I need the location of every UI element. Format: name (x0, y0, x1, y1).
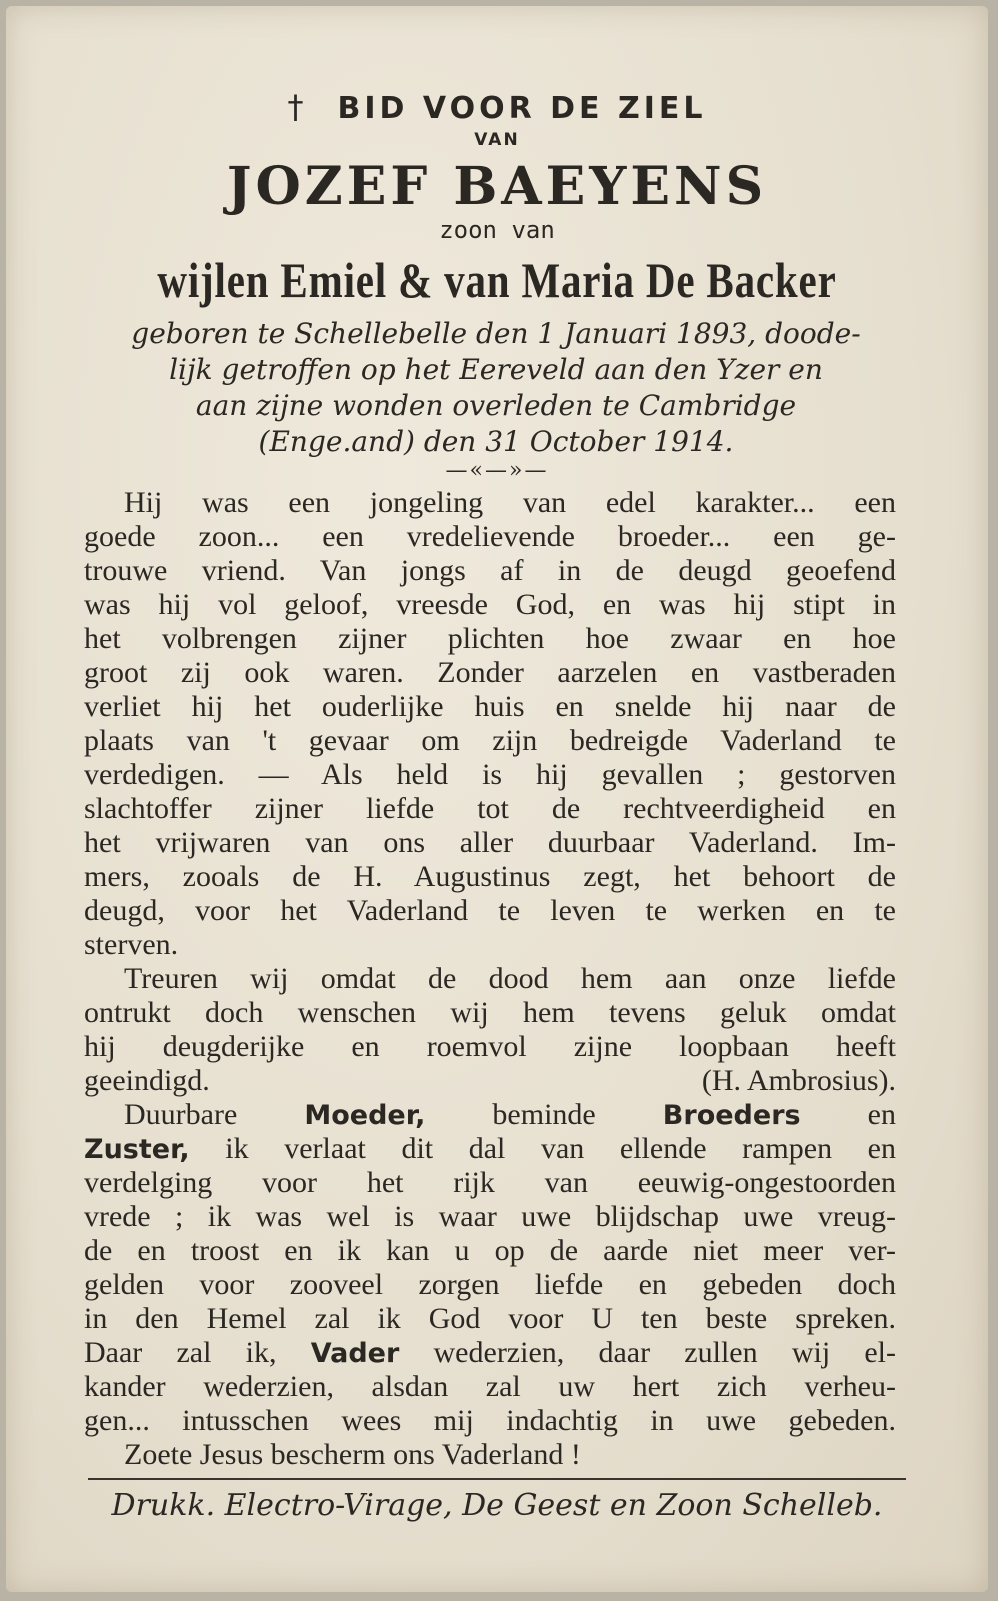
text-line: plaats van 't gevaar om zijn bedreigde Vaderland te (84, 724, 896, 757)
text-line: de en troost en ik kan u op de aarde niet meer ver- (84, 1234, 896, 1267)
text-line: trouwe vriend. Van jongs af in de deugd geoefend (84, 554, 896, 587)
text-segment: Daar zal ik, (84, 1336, 311, 1369)
birth-line-3: aan zijne wonden overleden te Cambridge (195, 389, 797, 422)
text-line: gen... intusschen wees mij indachtig in uwe gebeden. (84, 1404, 896, 1437)
text-line: het vrijwaren van ons aller duurbaar Vaderland. Im- (84, 826, 896, 859)
text-line: ontrukt doch wenschen wij hem tevens geluk omdat (84, 996, 896, 1029)
birth-line-2: lijk getroffen op het Eereveld aan den Yzer en (169, 353, 823, 386)
text-segment: Duurbare (124, 1098, 305, 1131)
text-line: kander wederzien, alsdan zal uw hert zich verheu- (84, 1370, 896, 1403)
text-segment: ik verlaat dit dal van ellende rampen en (189, 1132, 896, 1165)
text-line (84, 1132, 896, 1166)
ornament-divider: —«—»— (445, 458, 549, 483)
text-line (84, 1064, 896, 1098)
text-line (124, 1098, 896, 1132)
text-line (84, 1336, 896, 1370)
memorial-card (6, 6, 988, 1592)
text-line: hij deugderijke en roemvol zijne loopbaan heeft (84, 1030, 896, 1063)
text-line: slachtoffer zijner liefde tot de rechtveerdigheid en (84, 792, 896, 825)
heading-van: VAN (474, 130, 520, 150)
quote-source: (H. Ambrosius). (701, 1064, 896, 1097)
text-line: Treuren wij omdat de dood hem aan onze liefde (124, 962, 896, 995)
closing-prayer: Zoete Jesus bescherm ons Vaderland ! (124, 1438, 581, 1471)
emphasis-moeder: Moeder, (304, 1100, 426, 1131)
text-line: verdelging voor het rijk van eeuwig-ongestoorden (84, 1166, 896, 1199)
text-segment: wederzien, daar zullen wij el- (399, 1336, 896, 1369)
prayer-heading: BID VOOR DE ZIEL (337, 91, 707, 126)
son-of-label: zoon van (439, 216, 555, 244)
deceased-name: JOZEF BAEYENS (226, 156, 768, 217)
text-line: in den Hemel zal ik God voor U ten beste spreken. (84, 1302, 896, 1335)
text-line: was hij vol geloof, vreesde God, en was hij stipt in (84, 588, 896, 621)
text-segment: beminde (425, 1098, 663, 1131)
text-line: mers, zooals de H. Augustinus zegt, het behoort de (84, 860, 896, 893)
text-line: verliet hij het ouderlijke huis en snelde hij naar de (84, 690, 896, 723)
text-line: vrede ; ik was wel is waar uwe blijdschap uwe vreug- (84, 1200, 896, 1233)
text-segment: en (800, 1098, 896, 1131)
text-line: groot zij ook waren. Zonder aarzelen en vastberaden (84, 656, 896, 689)
parents-names: wijlen Emiel & van Maria De Backer (157, 252, 837, 308)
text-line: deugd, voor het Vaderland te leven te werken en te (84, 894, 896, 927)
emphasis-zuster: Zuster, (84, 1134, 190, 1165)
birth-line-4: (Enge.and) den 31 October 1914. (258, 425, 734, 458)
printer-credit: Drukk. Electro-Virage, De Geest en Zoon Schelleb. (111, 1488, 883, 1523)
text-line: sterven. (84, 928, 179, 961)
footer-divider (88, 1478, 906, 1480)
text-line: goede zoon... een vredelievende broeder... een ge- (84, 520, 896, 553)
text-line: gelden voor zooveel zorgen liefde en gebeden doch (84, 1268, 896, 1301)
text-line: het volbrengen zijner plichten hoe zwaar en hoe (84, 622, 896, 655)
text-line: verdedigen. — Als held is hij gevallen ; gestorven (84, 758, 896, 791)
cross-icon: † (287, 88, 308, 126)
emphasis-vader: Vader (310, 1338, 400, 1369)
header-line (6, 88, 988, 126)
text-segment: geeindigd. (84, 1064, 210, 1097)
emphasis-broeders: Broeders (662, 1100, 801, 1131)
text-line: Hij was een jongeling van edel karakter... een (124, 486, 896, 519)
birth-line-1: geboren te Schellebelle den 1 Januari 1893, doode- (131, 317, 861, 350)
